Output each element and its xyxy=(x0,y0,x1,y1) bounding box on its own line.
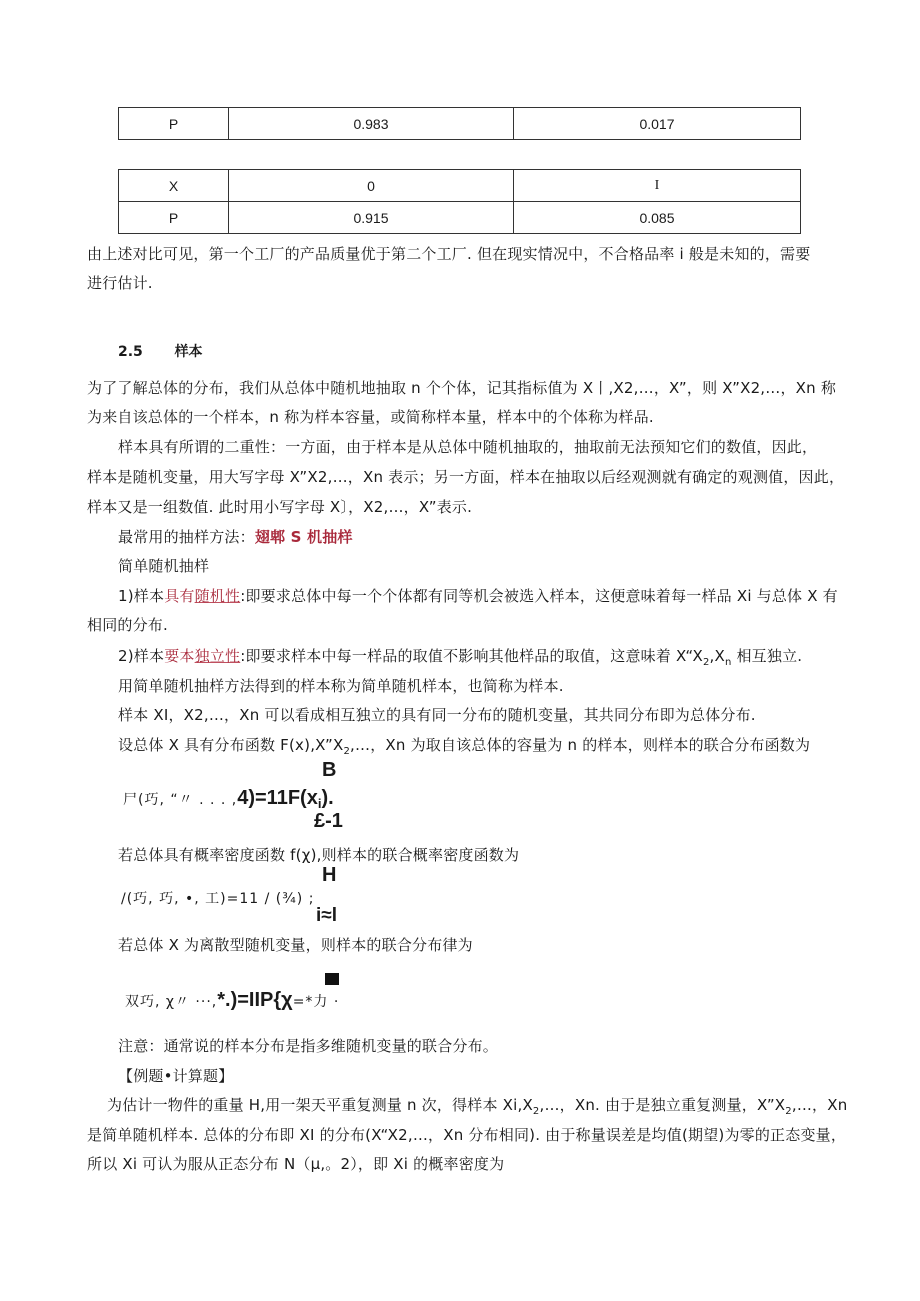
cdf-post: ,…，Xn 为取自该总体的容量为 n 的样本，则样本的联合分布函数为 xyxy=(350,736,811,754)
table-row xyxy=(119,108,801,140)
paragraph-compare-line-2: 进行估计. xyxy=(87,274,153,292)
formula3-left: 双巧, χ〃 ···, xyxy=(125,994,218,1010)
section-title: 样本 xyxy=(174,344,203,360)
item1-highlight-a: 具有 xyxy=(164,587,195,605)
paragraph-independence: 样本 XI，X2,…，Xn 可以看成相互独立的具有同一分布的随机变量，其共同分布即为总体分布. xyxy=(118,706,756,724)
paragraph-compare-line-1: 由上述对比可见，第一个工厂的产品质量优于第二个工厂. 但在现实情况中，不合格品率 i 般是未知的，需要 xyxy=(87,245,811,263)
formula2-bottom: i≈l xyxy=(316,905,337,926)
paragraph-definition-line-1: 为了了解总体的分布，我们从总体中随机地抽取 n 个个体，记其指标值为 X丨,X2,…，X”，则 X”X2,…，Xn 称 xyxy=(87,379,837,397)
ex-line1-c: ,…，Xn xyxy=(791,1096,848,1114)
paragraph-simple-sample-def: 用简单随机抽样方法得到的样本称为简单随机样本，也简称为样本. xyxy=(118,677,564,695)
table-cell: P xyxy=(119,108,229,140)
table-cell: P xyxy=(119,202,229,234)
item2-highlight-b: 独立性 xyxy=(194,647,241,665)
method-prefix: 最常用的抽样方法： xyxy=(118,528,255,546)
table-cell: 0.983 xyxy=(229,108,514,140)
formula3-tail: =*力 · xyxy=(292,994,340,1010)
formula2-line: /(巧, 巧, •, 工)=11 / (¾) ; xyxy=(121,891,315,907)
item2-end: 相互独立. xyxy=(731,647,803,665)
formula1-left: 尸(巧, “〃 . . . , xyxy=(123,792,238,808)
cdf-pre: 设总体 X 具有分布函数 F(x),X”X xyxy=(118,736,344,754)
example-heading: 【例题•计算题】 xyxy=(118,1067,234,1085)
paragraph-item-2 xyxy=(118,646,802,673)
paragraph-pdf: 若总体具有概率密度函数 f(χ),则样本的联合概率密度函数为 xyxy=(118,846,520,864)
paragraph-definition-line-2: 为来自该总体的一个样本，n 称为样本容量，或简称样本量，样本中的个体称为样品. xyxy=(87,408,654,426)
formula2-top: H xyxy=(322,864,337,886)
table-cell: 0.915 xyxy=(229,202,514,234)
ex-line1-sub: 2 xyxy=(532,1106,540,1117)
paragraph-note: 注意：通常说的样本分布是指多维随机变量的联合分布。 xyxy=(118,1037,499,1055)
paragraph-duality-line-1: 样本具有所谓的二重性：一方面，由于样本是从总体中随机抽取的，抽取前无法预知它们的数值，因此， xyxy=(118,438,818,456)
table-cell: 0.017 xyxy=(514,108,801,140)
table-row xyxy=(119,170,801,202)
table-cell: 0 xyxy=(229,170,514,202)
item2-prefix: 2)样本 xyxy=(118,647,165,665)
formula1-line xyxy=(123,787,334,811)
table-cell: I xyxy=(514,170,801,202)
ex-line1-b: ,…，Xn. 由于是独立重复测量，X”X xyxy=(539,1096,786,1114)
section-heading xyxy=(118,341,203,361)
paragraph-item-1-line-2: 相同的分布. xyxy=(87,616,168,634)
paragraph-sampling-method xyxy=(118,527,353,547)
paragraph-cdf xyxy=(118,735,810,762)
item1-highlight-b: 随机性 xyxy=(194,587,241,605)
paragraph-simple-random: 简单随机抽样 xyxy=(118,557,210,575)
formula3-main: *.)=IIP{χ xyxy=(217,989,293,1011)
paragraph-item-1-line-1 xyxy=(118,586,838,606)
formula1-sub: i xyxy=(317,796,322,812)
method-highlight: 翅郫 S 机抽样 xyxy=(254,528,353,546)
item1-prefix: 1)样本 xyxy=(118,587,165,605)
table-row xyxy=(119,202,801,234)
product-symbol-mark xyxy=(325,970,339,989)
item2-sub-2: n xyxy=(724,657,732,668)
ex-line1-a: 为估计一物件的重量 H,用一架天平重复测量 n 次，得样本 Xi,X xyxy=(107,1096,533,1114)
paragraph-pmf: 若总体 X 为离散型随机变量，则样本的联合分布律为 xyxy=(118,936,473,954)
formula1-top: B xyxy=(322,759,337,781)
item2-highlight-a: 要本 xyxy=(164,647,195,665)
item2-rest: :即要求样本中每一样品的取值不影响其他样品的取值，这意味着 X“X xyxy=(240,647,703,665)
probability-table-1 xyxy=(118,107,801,140)
item2-mid: ,X xyxy=(709,647,725,665)
ex-line1-sub2: 2 xyxy=(785,1106,792,1117)
table-cell: 0.085 xyxy=(514,202,801,234)
formula1-close: ). xyxy=(321,787,334,809)
formula1-bottom: £-1 xyxy=(314,810,343,832)
formula3-line xyxy=(125,989,339,1012)
cdf-sub: 2 xyxy=(343,746,351,757)
paragraph-duality-line-2: 样本是随机变量，用大写字母 X”X2,…，Xn 表示；另一方面，样本在抽取以后经观测就有确定的观测值，因此， xyxy=(87,468,845,486)
formula1-main: 4)=11F(x xyxy=(237,787,318,809)
item2-sub-1: 2 xyxy=(702,657,710,668)
paragraph-example-line-1 xyxy=(107,1095,847,1122)
paragraph-example-line-3: 所以 Xi 可认为服从正态分布 N（μ,。2），即 Xi 的概率密度为 xyxy=(87,1155,505,1173)
paragraph-example-line-2: 是简单随机样本. 总体的分布即 XI 的分布(X“X2,…，Xn 分布相同). 由于称量误差是均值(期望)为零的正态变量， xyxy=(87,1126,847,1144)
paragraph-duality-line-3: 样本又是一组数值. 此时用小写字母 X〕，X2,…，X”表示. xyxy=(87,498,473,516)
probability-table-2 xyxy=(118,169,801,234)
section-number: 2.5 xyxy=(118,344,143,360)
table-cell: X xyxy=(119,170,229,202)
item1-rest: :即要求总体中每一个个体都有同等机会被选入样本，这便意味着每一样品 Xi 与总体 X 有 xyxy=(240,587,838,605)
